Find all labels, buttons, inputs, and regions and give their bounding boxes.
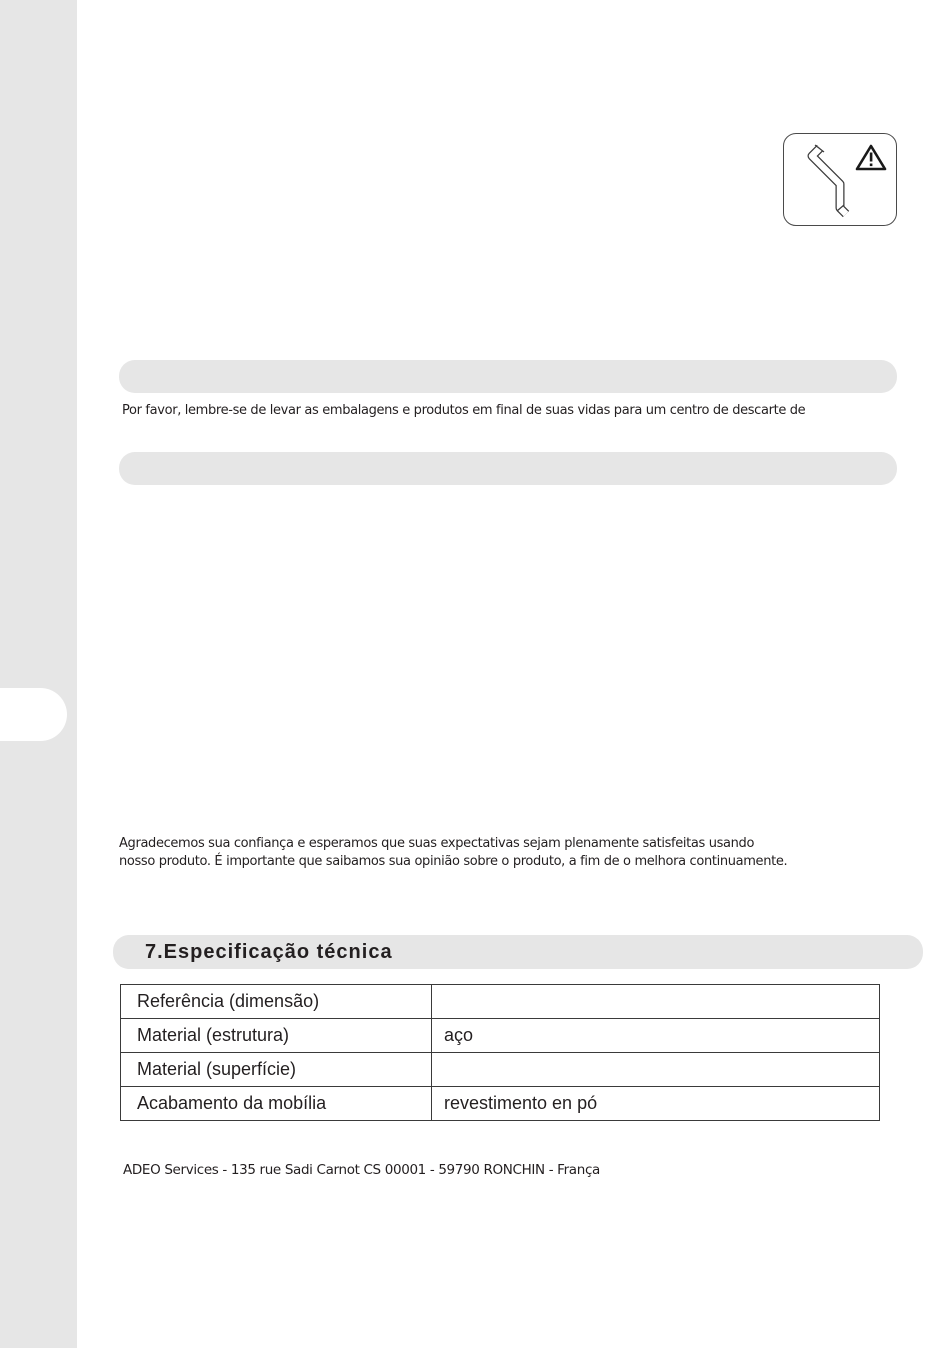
spec-label: Acabamento da mobília [121,1087,432,1121]
spec-value: aço [432,1019,880,1053]
thanks-line-2: nosso produto. É importante que saibamos sua opinião sobre o produto, a fim de o melhora continuamente. [119,854,788,869]
company-address: ADEO Services - 135 rue Sadi Carnot CS 00001 - 59790 RONCHIN - França [123,1162,600,1178]
spec-table [120,984,880,1121]
table-row [121,1053,880,1087]
warning-triangle-icon [784,134,896,225]
spec-value [432,985,880,1019]
thanks-line-1: Agradecemos sua confiança e esperamos que suas expectativas sejam plenamente satisfeitas usando [119,836,755,851]
table-row [121,985,880,1019]
spec-label: Material (estrutura) [121,1019,432,1053]
section-header-band [119,452,897,485]
table-row [121,1019,880,1053]
spec-label: Material (superfície) [121,1053,432,1087]
spec-label: Referência (dimensão) [121,985,432,1019]
left-margin-bar [0,0,77,1348]
tool-warning-box [783,133,897,226]
spec-value: revestimento en pó [432,1087,880,1121]
spec-section-title: 7.Especificação técnica [145,941,393,963]
spec-value [432,1053,880,1087]
side-tab-marker [0,688,67,741]
section-header-band [119,360,897,393]
recycle-note: Por favor, lembre-se de levar as embalagens e produtos em final de suas vidas para um centro de descarte de [122,403,806,418]
table-row [121,1087,880,1121]
